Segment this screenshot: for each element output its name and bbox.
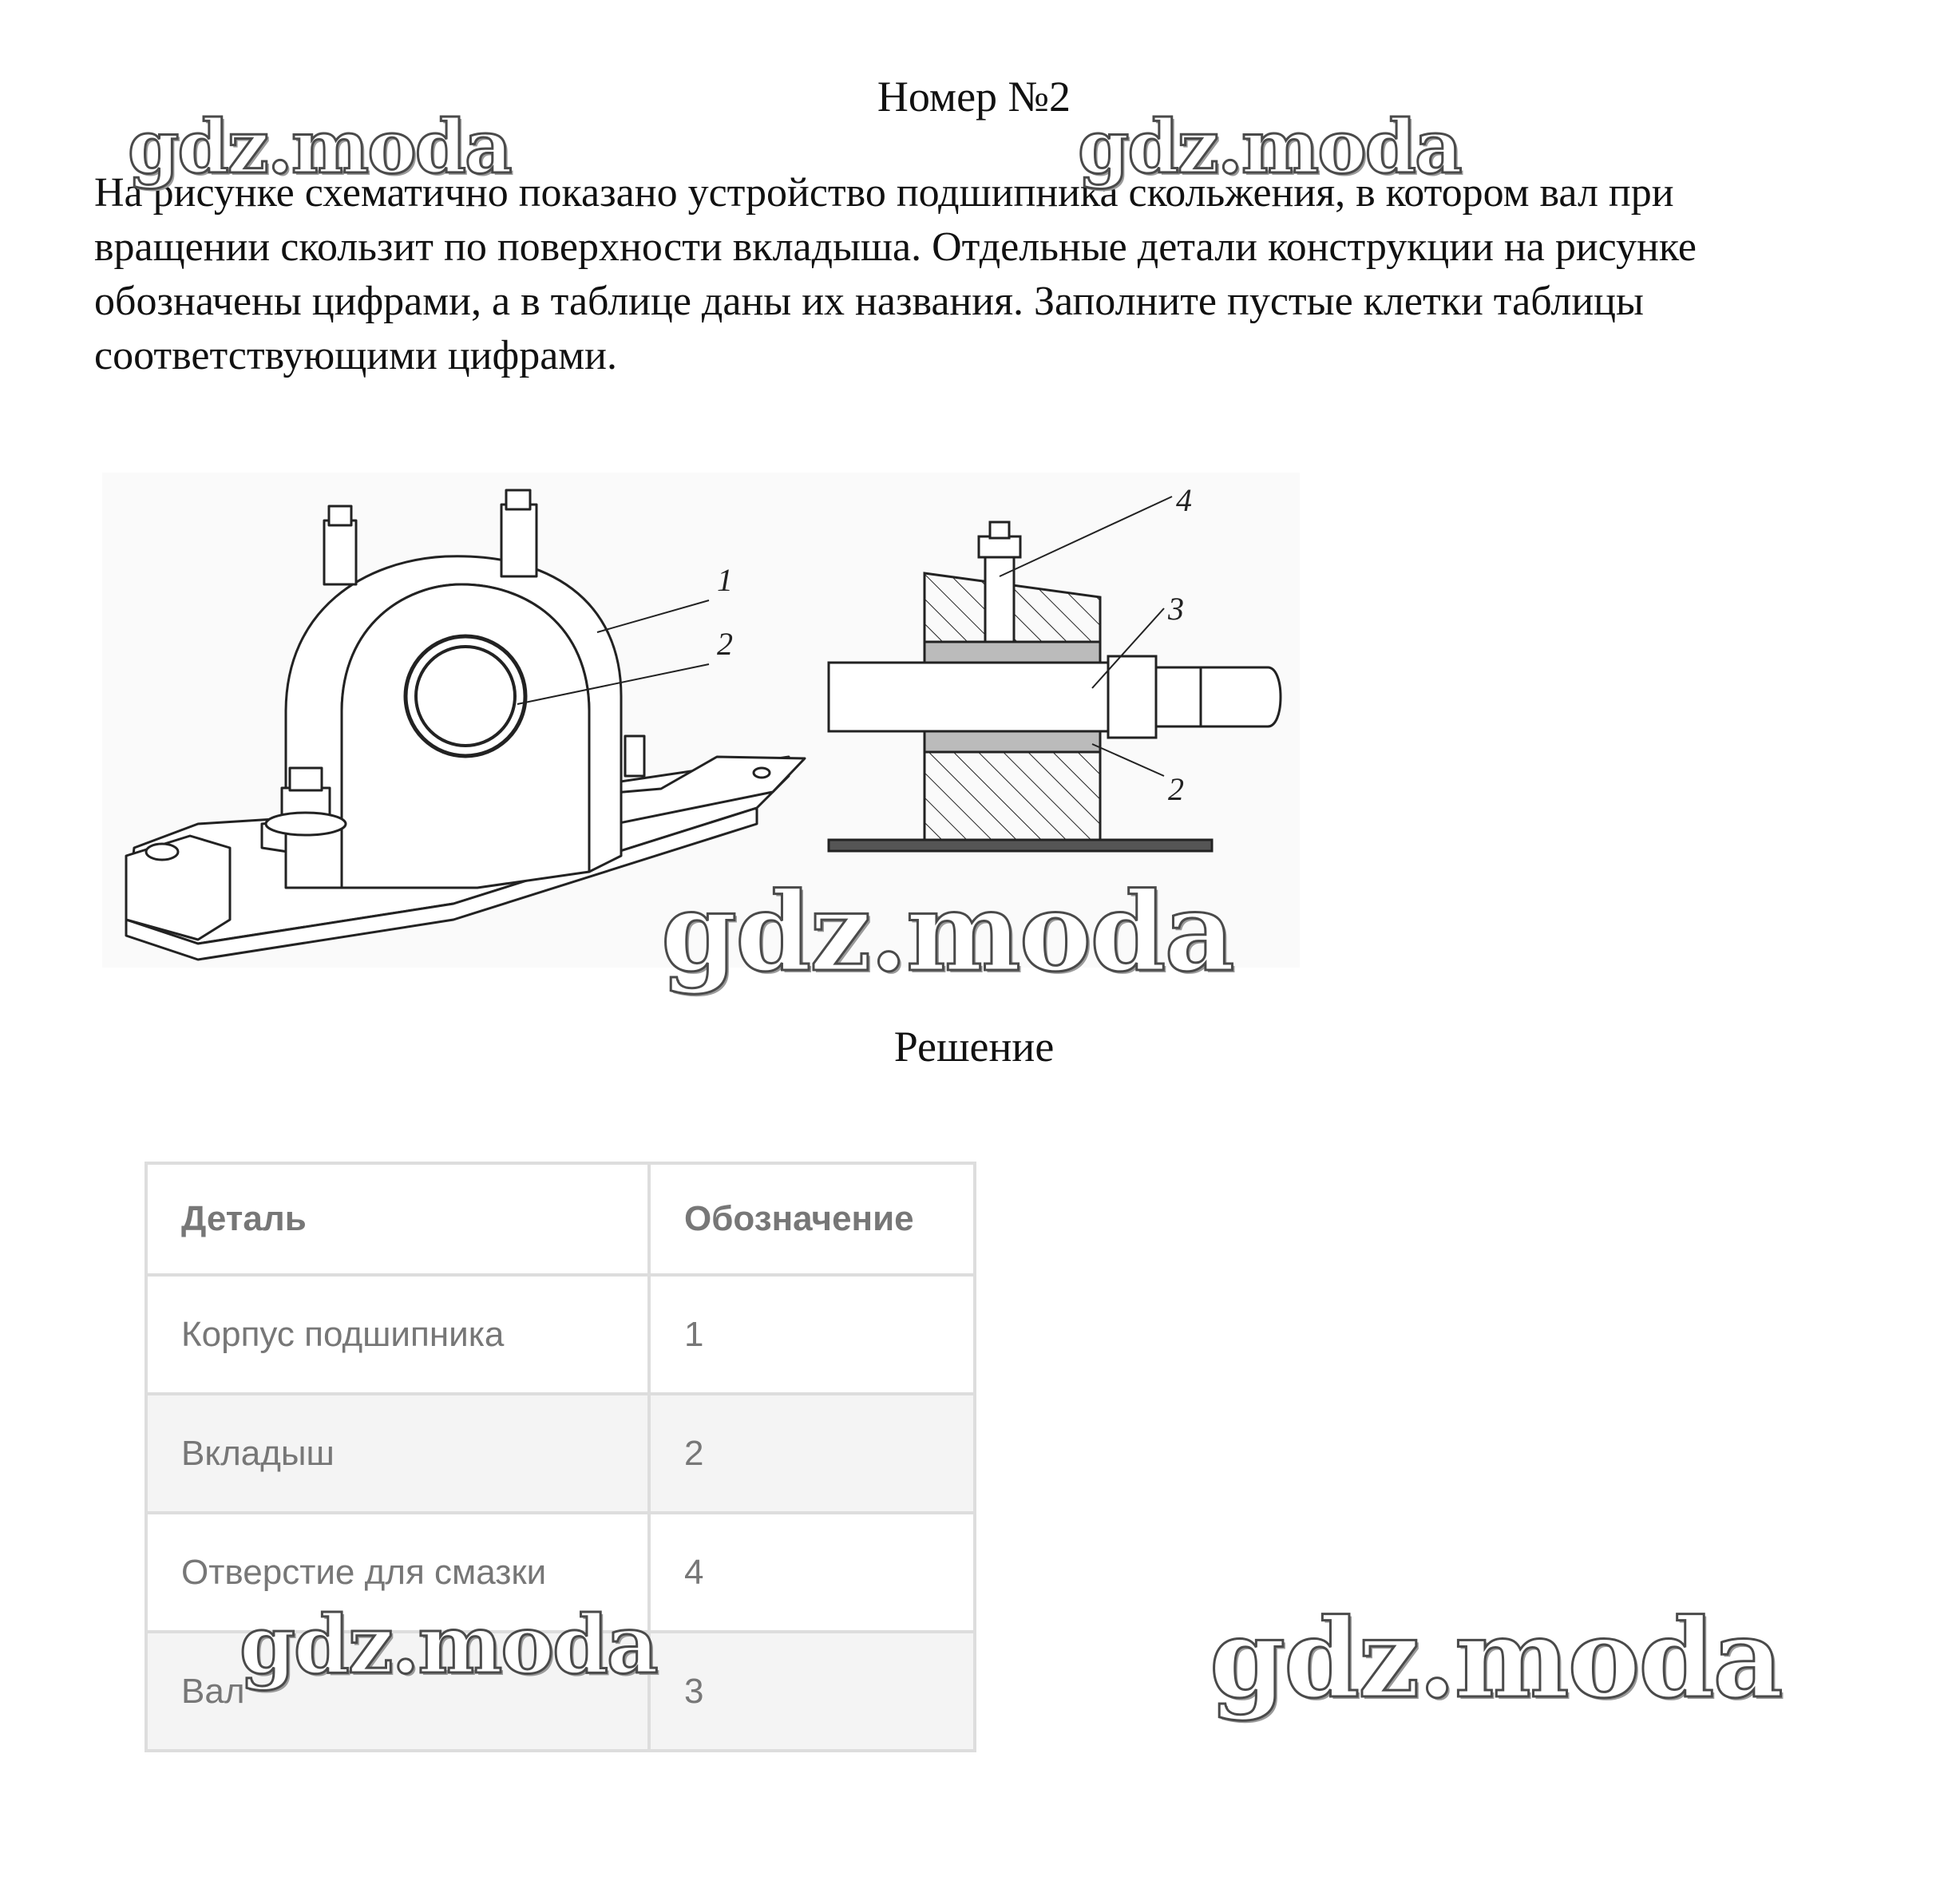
label-1: 1: [717, 562, 733, 598]
table-cell: Отверстие для смазки: [146, 1513, 649, 1632]
solution-title: Решение: [893, 1023, 1055, 1071]
table-header-row: [146, 1163, 975, 1275]
watermark: gdz.moda: [1078, 104, 1461, 190]
label-2-left: 2: [717, 626, 733, 662]
watermark: gdz.moda: [1210, 1595, 1782, 1723]
page-title: Номер №2: [877, 73, 1071, 121]
label-2-right: 2: [1168, 771, 1184, 807]
watermark: gdz.moda: [240, 1597, 657, 1692]
table-row: [146, 1394, 975, 1513]
label-4: 4: [1176, 482, 1192, 518]
table-header-cell: Деталь: [146, 1163, 649, 1275]
table-row: [146, 1275, 975, 1394]
table-cell: Корпус подшипника: [146, 1275, 649, 1394]
table-cell: Вкладыш: [146, 1394, 649, 1513]
table-cell: Вал: [146, 1632, 649, 1751]
table-cell: 3: [649, 1632, 975, 1751]
label-3: 3: [1168, 591, 1184, 627]
table-header-cell: Обозначение: [649, 1163, 975, 1275]
table-cell: 4: [649, 1513, 975, 1632]
task-text: На рисунке схематично показано устройство подшипника скольжения, в котором вал при вращении скользит по поверхности вкладыша. Отдельные детали конструкции на рисунке обозначены цифрами, а в таблице даны их названия. Заполните пустые клетки таблицы соответствующими цифрами.: [94, 170, 1697, 378]
table-cell: 1: [649, 1275, 975, 1394]
watermark: gdz.moda: [661, 869, 1233, 996]
table-cell: 2: [649, 1394, 975, 1513]
watermark: gdz.moda: [128, 104, 511, 190]
